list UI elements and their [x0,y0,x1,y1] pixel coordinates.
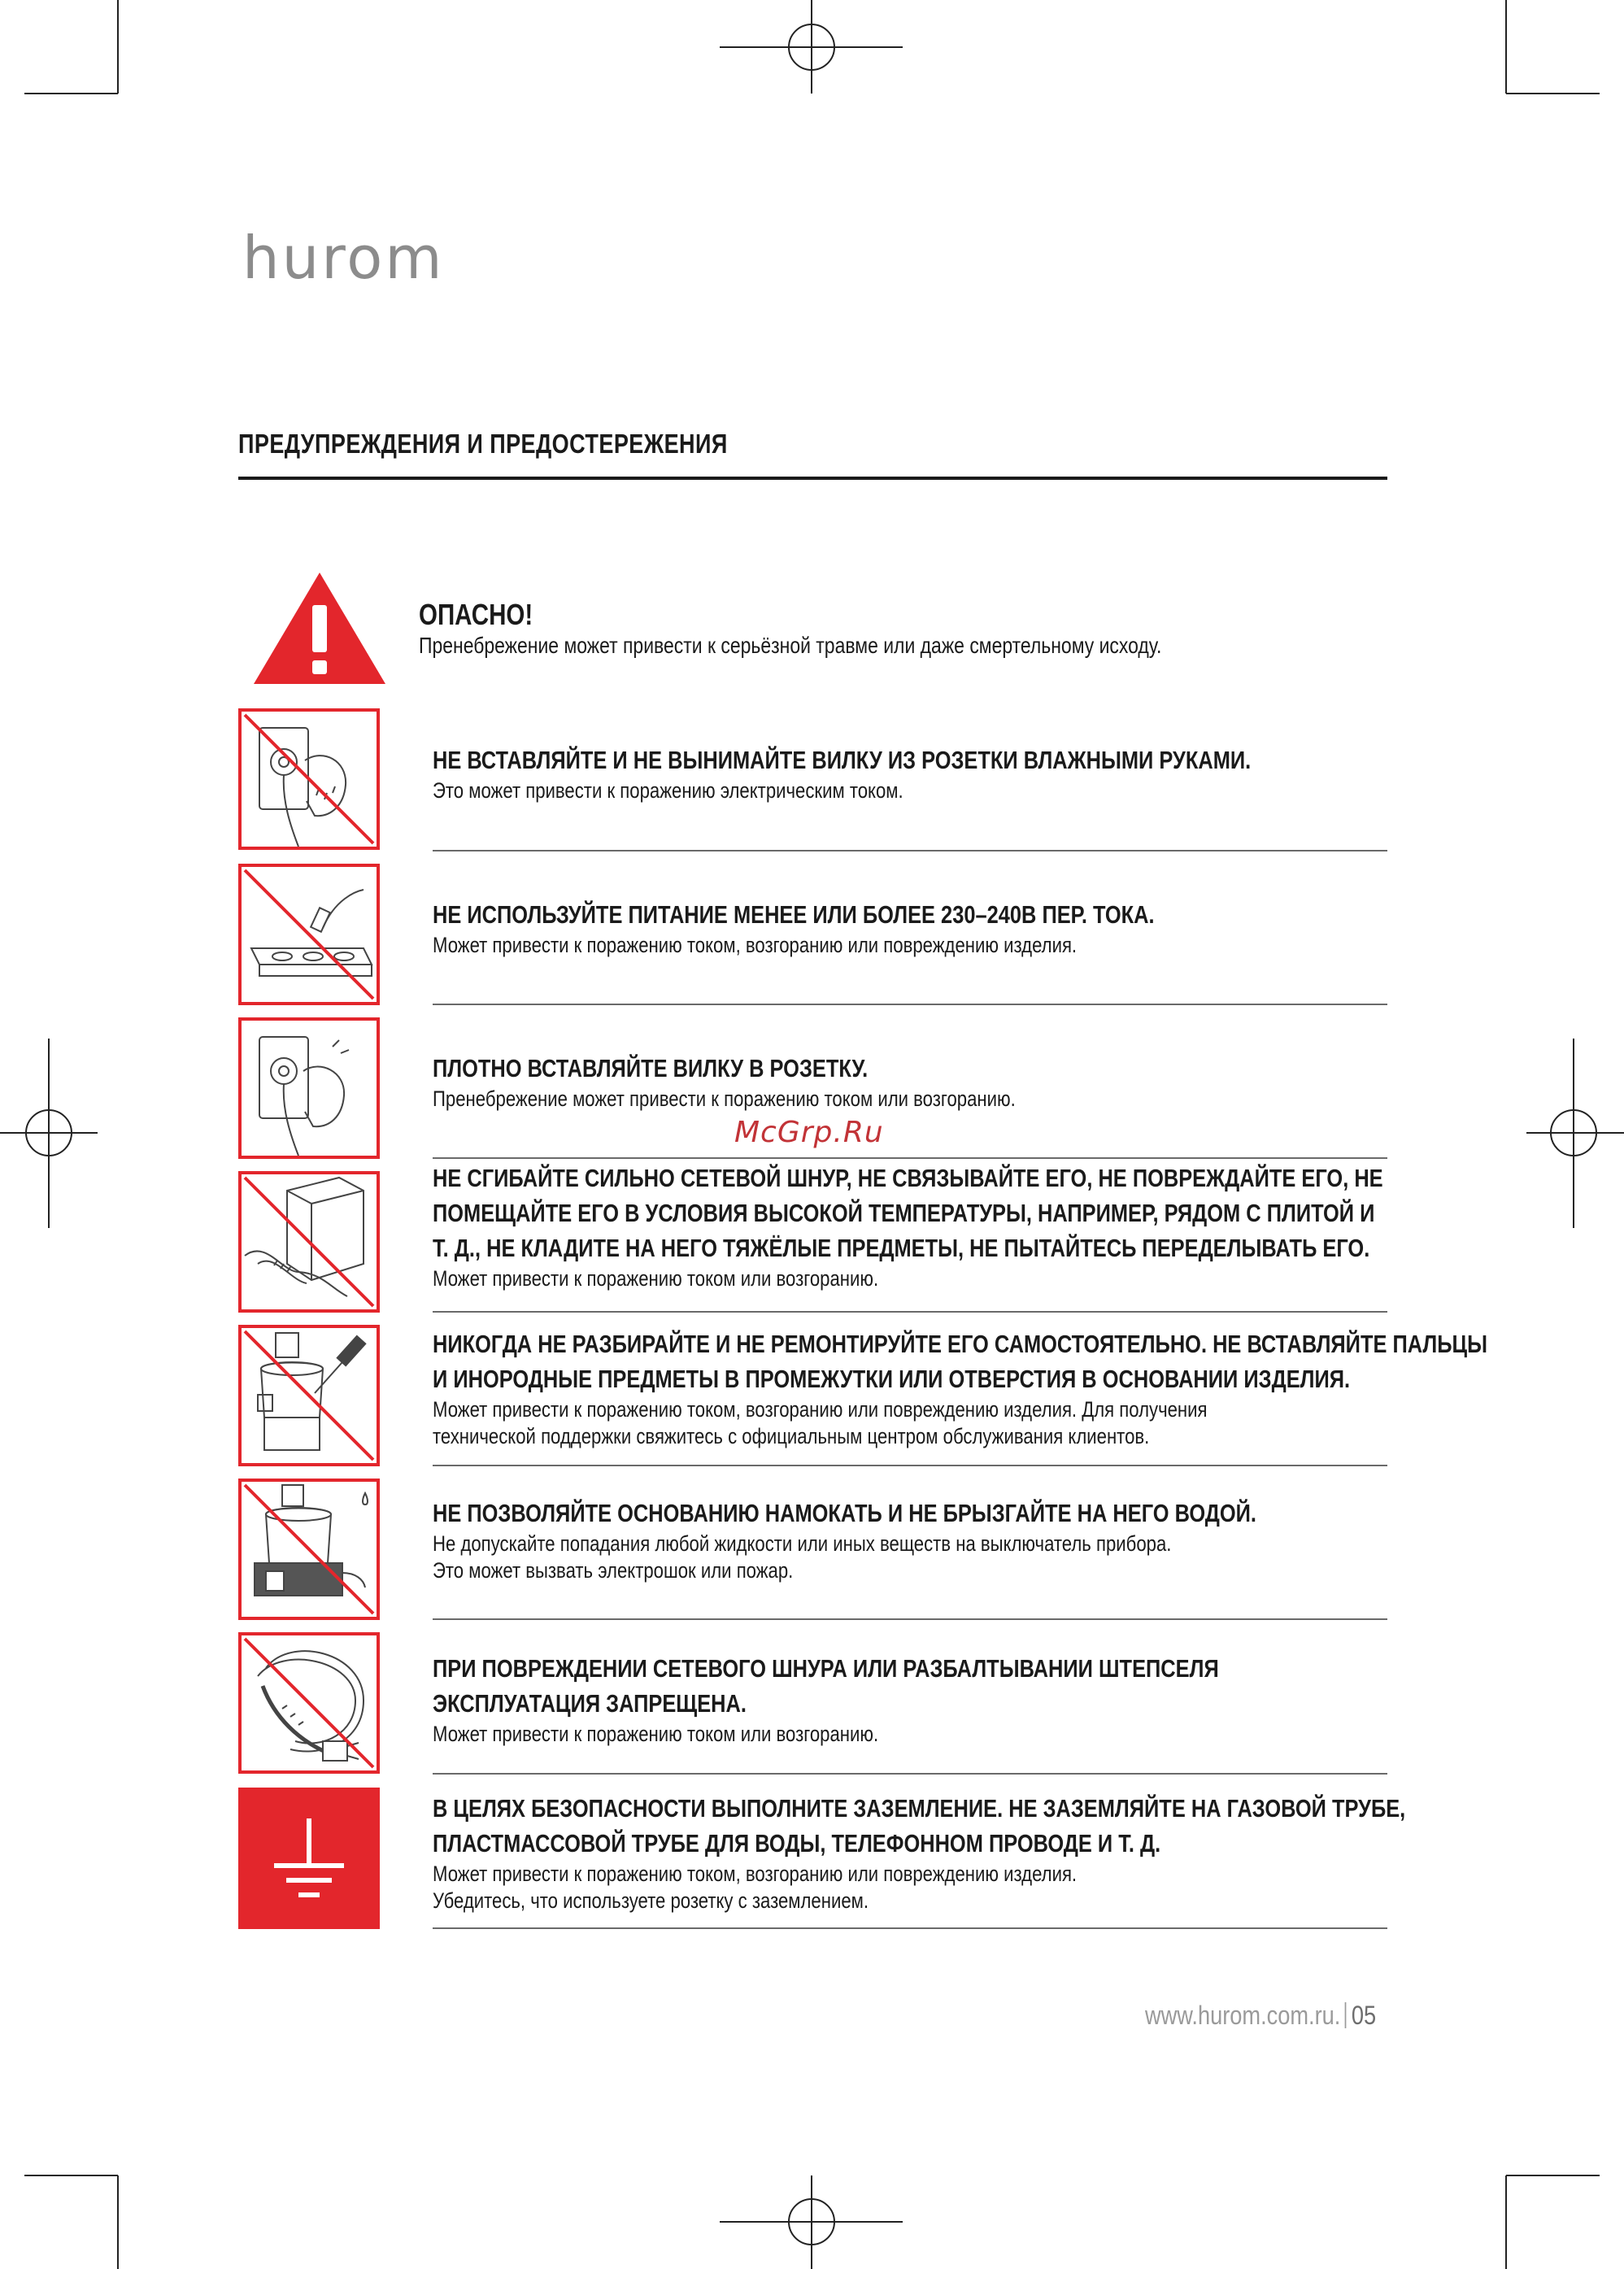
warning-8-title-line-2: ПЛАСТМАССОВОЙ ТРУБЕ ДЛЯ ВОДЫ, ТЕЛЕФОННОМ ПРОВОДЕ И Т. Д. [433,1829,1161,1857]
warning-1-desc: Это может привести к поражению электрическим током. [433,778,903,803]
warning-3-title: ПЛОТНО ВСТАВЛЯЙТЕ ВИЛКУ В РОЗЕТКУ. [433,1054,869,1082]
warning-8-title-line-1: В ЦЕЛЯХ БЕЗОПАСНОСТИ ВЫПОЛНИТЕ ЗАЗЕМЛЕНИЕ. НЕ ЗАЗЕМЛЯЙТЕ НА ГАЗОВОЙ ТРУБЕ, [433,1794,1406,1823]
ground-symbol-icon [238,1788,380,1929]
danger-triangle-icon [250,569,389,687]
warning-8-desc-line-2: Убедитесь, что используете розетку с заземлением. [433,1888,869,1913]
warning-6-title: НЕ ПОЗВОЛЯЙТЕ ОСНОВАНИЮ НАМОКАТЬ И НЕ БРЫЗГАЙТЕ НА НЕГО ВОДОЙ. [433,1499,1256,1527]
warning-3-desc: Пренебрежение может привести к поражению током или возгоранию. [433,1087,1016,1111]
warning-7-title-line-2: ЭКСПЛУАТАЦИЯ ЗАПРЕЩЕНА. [433,1689,747,1718]
warning-5-desc-line-1: Может привести к поражению током, возгоранию или повреждению изделия. Для получения [433,1397,1208,1422]
title-underline [238,477,1387,480]
danger-heading: ОПАСНО! [419,598,533,631]
divider [433,1618,1387,1620]
hurom-logo [242,228,486,293]
warning-4-title-line-2: ПОМЕЩАЙТЕ ЕГО В УСЛОВИЯ ВЫСОКОЙ ТЕМПЕРАТУРЫ, НАПРИМЕР, РЯДОМ С ПЛИТОЙ И [433,1199,1375,1227]
divider [433,1311,1387,1313]
footer-separator [1344,2002,1346,2028]
warning-7-desc: Может привести к поражению током или возгоранию. [433,1722,879,1746]
divider [433,1927,1387,1929]
warning-6-desc-line-1: Не допускайте попадания любой жидкости или иных веществ на выключатель прибора. [433,1531,1172,1556]
warning-1-title: НЕ ВСТАВЛЯЙТЕ И НЕ ВЫНИМАЙТЕ ВИЛКУ ИЗ РОЗЕТКИ ВЛАЖНЫМИ РУКАМИ. [433,746,1252,774]
warning-5-title-line-1: НИКОГДА НЕ РАЗБИРАЙТЕ И НЕ РЕМОНТИРУЙТЕ ЕГО САМОСТОЯТЕЛЬНО. НЕ ВСТАВЛЯЙТЕ ПАЛЬЦЫ [433,1330,1487,1358]
warning-5-title-line-2: И ИНОРОДНЫЕ ПРЕДМЕТЫ В ПРОМЕЖУТКИ ИЛИ ОТВЕРСТИЯ В ОСНОВАНИИ ИЗДЕЛИЯ. [433,1365,1351,1393]
warning-4-title-line-3: Т. Д., НЕ КЛАДИТЕ НА НЕГО ТЯЖЁЛЫЕ ПРЕДМЕТЫ, НЕ ПЫТАЙТЕСЬ ПЕРЕДЕЛЫВАТЬ ЕГО. [433,1234,1370,1262]
water-on-base-prohibited-icon [238,1479,380,1620]
divider [433,850,1387,851]
warning-2-desc: Может привести к поражению током, возгоранию или повреждению изделия. [433,933,1078,957]
warning-6-desc-line-2: Это может вызвать электрошок или пожар. [433,1558,794,1583]
warning-5-desc-line-2: технической поддержки свяжитесь с официальным центром обслуживания клиентов. [433,1424,1150,1448]
divider [433,1773,1387,1775]
danger-description: Пренебрежение может привести к серьёзной травме или даже смертельному исходу. [419,633,1162,658]
screwdriver-disassembly-prohibited-icon [238,1325,380,1466]
divider [433,1157,1387,1159]
warning-4-title-line-1: НЕ СГИБАЙТЕ СИЛЬНО СЕТЕВОЙ ШНУР, НЕ СВЯЗЫВАЙТЕ ЕГО, НЕ ПОВРЕЖДАЙТЕ ЕГО, НЕ [433,1164,1383,1192]
power-strip-prohibited-icon [238,864,380,1005]
divider [433,1465,1387,1466]
wet-hands-plug-prohibited-icon [238,708,380,850]
brand-text: hurom [242,228,445,292]
watermark: McGrp.Ru [734,1116,884,1149]
plug-insert-firmly-icon [238,1017,380,1159]
divider [433,1004,1387,1005]
cord-under-heavy-object-prohibited-icon [238,1171,380,1313]
warning-2-title: НЕ ИСПОЛЬЗУЙТЕ ПИТАНИЕ МЕНЕЕ ИЛИ БОЛЕЕ 230–240В ПЕР. ТОКА. [433,900,1155,929]
footer-url: www.hurom.com.ru. [1145,2001,1341,2030]
warning-4-desc: Может привести к поражению током или возгоранию. [433,1266,879,1291]
warning-7-title-line-1: ПРИ ПОВРЕЖДЕНИИ СЕТЕВОГО ШНУРА ИЛИ РАЗБАЛТЫВАНИИ ШТЕПСЕЛЯ [433,1654,1219,1683]
page-title: ПРЕДУПРЕЖДЕНИЯ И ПРЕДОСТЕРЕЖЕНИЯ [238,429,728,459]
damaged-cord-prohibited-icon [238,1632,380,1774]
page-footer [1145,2001,1376,2031]
page-number: 05 [1351,2001,1377,2030]
warning-8-desc-line-1: Может привести к поражению током, возгоранию или повреждению изделия. [433,1862,1078,1886]
